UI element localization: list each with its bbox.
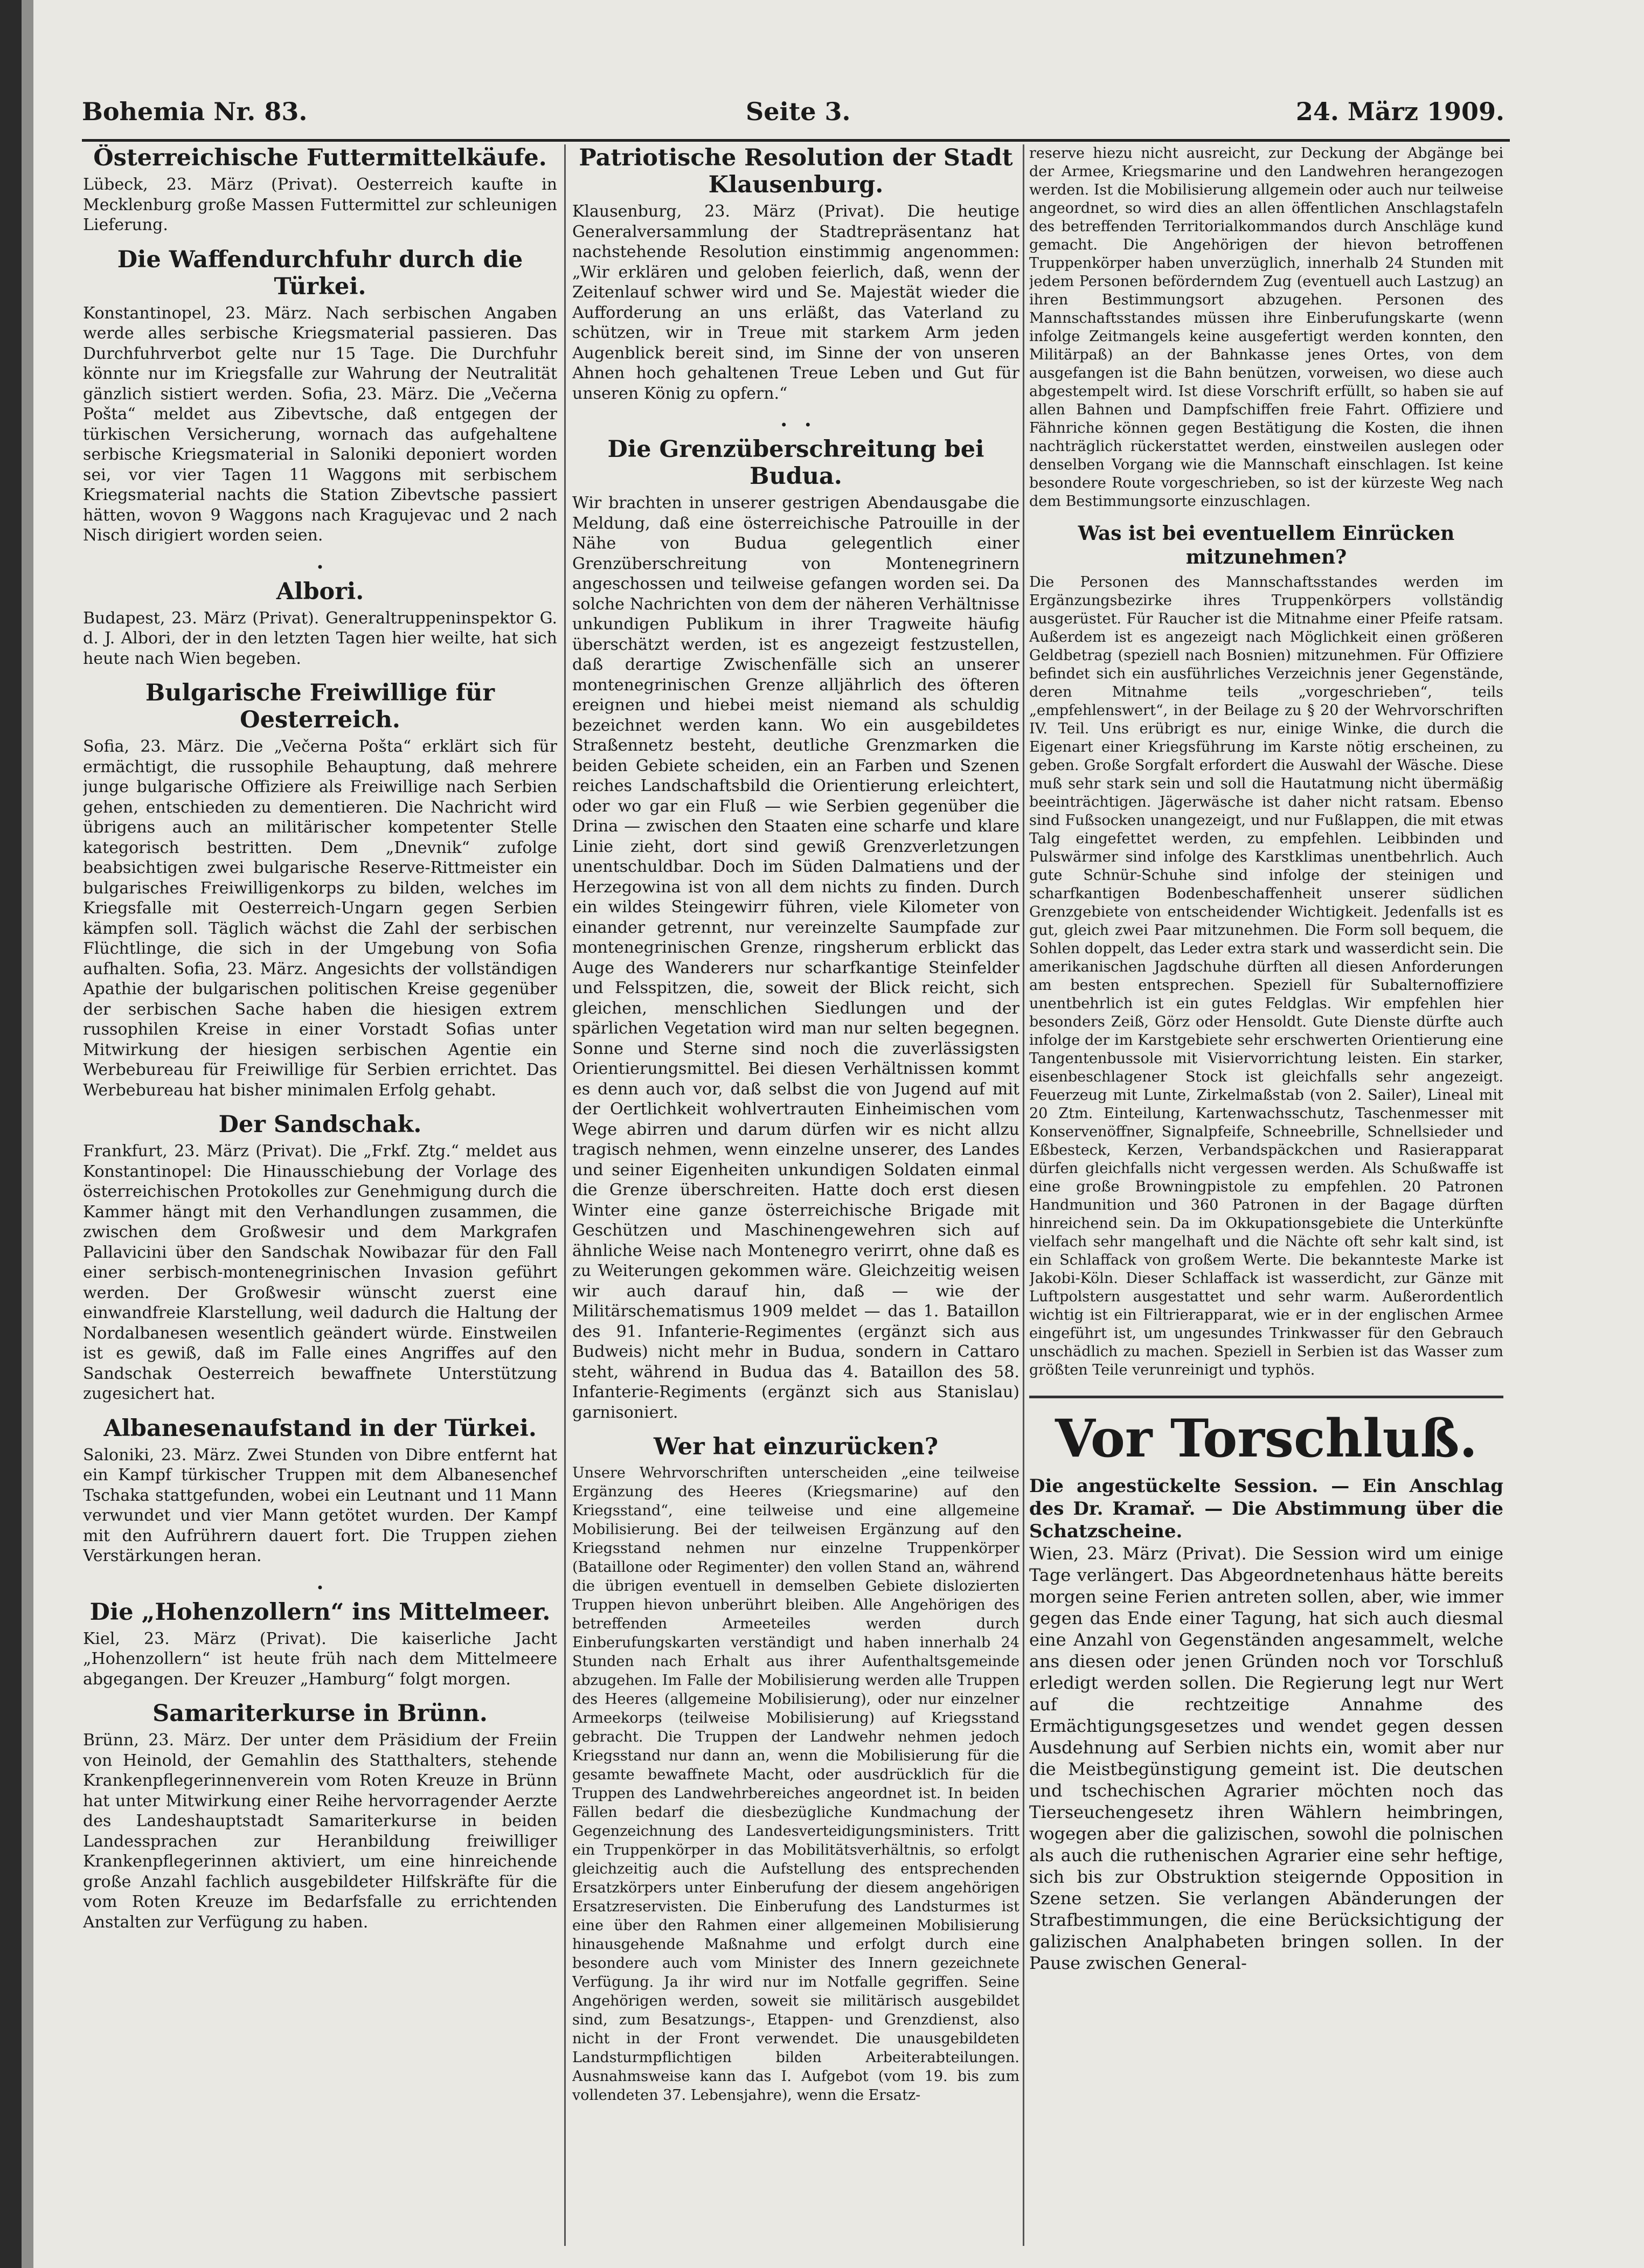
- article-title: Albanesenaufstand in der Türkei.: [103, 1414, 537, 1442]
- article-continued: [1029, 144, 1503, 511]
- article: [572, 1433, 1019, 2105]
- article-title: Samariterkurse in Brünn.: [152, 1700, 488, 1727]
- article-body: Unsere Wehrvorschriften unterscheiden „eine teilweise Ergänzung des Heeres (Kriegsmarine) auf den Kriegsstand“, eine teilweise und eine allgemeine Mobilisierung. Bei der teilweisen Ergänzung auf den Kriegsstand nehmen nur einzelne Truppenkörper (Bataillone oder Regimenter) den vollen Stand an, während die übrigen eventuell in demselben Gebiete dislozierten Truppen hievon unberührt bleiben. Alle Angehörigen des betreffenden Armeeteiles werden durch Einberufungskarten verständigt und haben innerhalb 24 Stunden nach Erhalt aus ihrer Aufenthaltsgemeinde abzugehen. Im Falle der Mobilisierung werden alle Truppen des Heeres (allgemeine Mobilisierung), oder nur einzelner Armeekorps (teilweise Mobilisierung) auf Kriegsstand gebracht. Die Truppen der Landwehr nehmen jedoch Kriegsstand nur dann an, wenn die Mobilisierung für die gesamte bewaffnete Macht, oder ausdrücklich für die Truppen des Landwehrbereiches angeordnet ist. In beiden Fällen bedarf die diesbezügliche Kundmachung der Gegenzeichnung des Landesverteidigungsministers. Tritt ein Truppenkörper in das Mobilitätsverhältnis, so erfolgt gleichzeitig auch die Aufstellung des entsprechenden Ersatzkörpers unter Einberufung der diesem angehörigen Ersatzreservisten. Die Einberufung des Landsturmes ist eine über den Rahmen einer allgemeinen Mobilisierung hinausgehende Maßnahme und erfolgt durch eine besondere auch vom Minister des Innern gezeichnete Verfügung. Ja ihr wird nur im Notfalle gegriffen. Seine Angehörigen werden, soweit sie militärisch ausgebildet sind, zum Besatzungs-, Etappen- und Grenzdienst, also nicht in der Front verwendet. Die unausgebildeten Landsturmpflichtigen bilden Arbeiterabteilungen. Ausnahmsweise kann das I. Aufgebot (vom 19. bis zum vollendeten 37. Lebensjahre), wenn die Ersatz-: [572, 1465, 1019, 2104]
- article-body: Lübeck, 23. März (Privat). Oesterreich kaufte in Mecklenburg große Massen Futtermittel zur schleunigen Lieferung.: [83, 175, 557, 234]
- article-title: Österreichische Futtermittelkäufe.: [93, 144, 547, 171]
- article-body: Frankfurt, 23. März (Privat). Die „Frkf. Ztg.“ meldet aus Konstantinopel: Die Hinausschiebung der Vorlage des österreichischen Protokolles zur Genehmigung durch die Kammer hängt mit den Verhandlungen zusammen, die zwischen dem Großwesir und dem Markgrafen Pallavicini über den Sandschak Nowibazar für den Fall einer serbisch-montenegrinischen Invasion geführt werden. Der Großwesir wünscht zuerst eine einwandfreie Klarstellung, weil dadurch die Haltung der Nordalbanesen wesentlich geändert würde. Einstweilen ist es gewiß, daß im Falle eines Angriffes auf den Sandschak Oesterreich bewaffnete Unterstützung zugesichert hat.: [83, 1142, 557, 1403]
- article-title: Bulgarische Freiwillige für Oesterreich.: [145, 679, 495, 733]
- article: [83, 1415, 557, 1566]
- scan-shadow-edge: [0, 0, 22, 2268]
- article-body: Saloniki, 23. März. Zwei Stunden von Dibre entfernt hat ein Kampf türkischer Truppen mit dem Albanesenchef Tschaka stattgefunden, wobei ein Leutnant und 11 Mann verwundet und vier Mann getötet wurden. Der Kampf mit den Aufrührern dauert fort. Die Truppen ziehen Verstärkungen heran.: [83, 1445, 557, 1565]
- separator-dots: • •: [780, 418, 812, 433]
- article: [83, 1700, 557, 1932]
- article-title: Was ist bei eventuellem Einrücken mitzunehmen?: [1078, 522, 1455, 568]
- article: [83, 144, 557, 235]
- article: [572, 436, 1019, 1423]
- article: [83, 1599, 557, 1690]
- column-middle: [572, 144, 1019, 2262]
- article: [83, 246, 557, 546]
- column-rule-1: [564, 144, 566, 2246]
- lead-article: [1029, 1396, 1503, 1974]
- article-title: Die „Hohenzollern“ ins Mittelmeer.: [89, 1598, 551, 1626]
- header-center: Seite 3.: [746, 97, 851, 126]
- article-body: Konstantinopel, 23. März. Nach serbischen Angaben werde alles serbische Kriegsmaterial passieren. Das Durchfuhrverbot gelte nur 15 Tage. Die Durchfuhr könnte nur im Kriegsfalle zur Wahrung der Neutralität gänzlich sistiert werden. Sofia, 23. März. Die „Večerna Pošta“ meldet aus Zibevtsche, daß entgegen der türkischen Versicherung, wornach das aufgehaltene serbische Kriegsmaterial in Saloniki deponiert worden sei, vor vier Tagen 11 Waggons mit serbischem Kriegsmaterial nachts die Station Zibevtsche passiert hätten, wovon 9 Waggons nach Kragujevac und 2 nach Nisch dirigiert worden seien.: [83, 303, 557, 545]
- lead-article-title: Vor Torschluß.: [1029, 1396, 1503, 1468]
- article-title: Patriotische Resolution der Stadt Klausenburg.: [579, 144, 1013, 198]
- column-rule-2: [1023, 144, 1024, 2246]
- page-header: [82, 92, 1504, 140]
- separator-dots: •: [316, 1580, 324, 1596]
- article-title: Wer hat einzurücken?: [653, 1433, 939, 1460]
- scan-gutter: [22, 0, 33, 2268]
- header-rule: [82, 139, 1510, 142]
- article-body: Klausenburg, 23. März (Privat). Die heutige Generalversammlung der Stadtrepräsentanz hat nachstehende Resolution einstimmig angenommen: „Wir erklären und geloben feierlich, daß, wenn der Zeitenlauf schwer wird und Se. Majestät wieder die Aufforderung an uns erläßt, das Vaterland zu schützen, wir in Treue mit starkem Arm jeden Augenblick bereit sind, im Sinne der von unseren Ahnen hoch gehaltenen Treue Leben und Gut für unseren König zu opfern.“: [572, 202, 1019, 403]
- header-left: Bohemia Nr. 83.: [82, 97, 308, 126]
- article-body: Wir brachten in unserer gestrigen Abendausgabe die Meldung, daß eine österreichische Patrouille in der Nähe von Budua gelegentlich einer Grenzüberschreitung von Montenegrinern angeschossen und teilweise gefangen worden sei. Da solche Nachrichten von dem der näheren Verhältnisse unkundigen Publikum in ihrer Tragweite häufig überschätzt werden, ist es angezeigt festzustellen, daß derartige Zwischenfälle sich an unserer montenegrinischen Grenze alljährlich des öfteren ereignen und hiebei meist niemand als schuldig bezeichnet werden kann. Wo ein ausgebildetes Straßennetz besteht, deutliche Grenzmarken die beiden Gebiete scheiden, ein an Farben und Szenen reiches Landschaftsbild die Orientierung erleichtert, oder wo gar ein Fluß — wie Serbien gegenüber die Drina — zwischen den Staaten eine scharfe und klare Linie zieht, dort sind gewiß Grenzverletzungen unentschuldbar. Doch im Süden Dalmatiens und der Herzegowina ist von all dem nichts zu finden. Durch ein wildes Steingewirr führen, viele Kilometer von einander getrennt, nur vereinzelte Saumpfade zur montenegrinischen Grenze, ringsherum erblickt das Auge des Wanderers nur scharfkantige Steinfelder und Felsspitzen, die, soweit der Blick reicht, sich gleichen, menschlichen Siedlungen und der spärlichen Vegetation wird man nur selten begegnen. Sonne und Sterne sind noch die zuverlässigsten Orientierungsmittel. Bei diesen Verhältnissen kommt es denn auch vor, daß selbst die von Jugend auf mit der Oertlichkeit wohlvertrauten Einheimischen vom Wege abirren und darum dürfen wir es nicht allzu tragisch nehmen, wenn einzelne unserer, des Landes und seiner Eigenheiten unkundigen Soldaten einmal die Grenze überschreiten. Hatte doch erst diesen Winter eine ganze österreichische Brigade mit Geschützen und Maschinengewehren sich auf ähnliche Weise nach Montenegro verirrt, ohne daß es zu Weiterungen gekommen wäre. Gleichzeitig weisen wir auch darauf hin, daß — wie der Militärschematismus 1909 meldet — das 1. Bataillon des 91. Infanterie-Regimentes (ergänzt sich aus Budweis) nicht mehr in Budua, sondern in Cattaro steht, während in Budua das 4. Bataillon des 58. Infanterie-Regiments (ergänzt sich aus Stanislau) garnisoniert.: [572, 494, 1019, 1422]
- separator-dots: •: [316, 559, 324, 575]
- article: [83, 1111, 557, 1404]
- column-right: [1029, 144, 1503, 2262]
- article: [1029, 522, 1503, 1379]
- article: [83, 679, 557, 1100]
- article-title: Die Grenzüberschreitung bei Budua.: [607, 436, 984, 490]
- article-title: Die Waffendurchfuhr durch die Türkei.: [117, 246, 523, 300]
- article-title: Der Sandschak.: [218, 1111, 422, 1138]
- lead-article-subtitle: Die angestückelte Session. — Ein Anschlag des Dr. Kramař. — Die Abstimmung über die Schatzscheine.: [1029, 1475, 1503, 1542]
- article-body: Sofia, 23. März. Die „Večerna Pošta“ erklärt sich für ermächtigt, die russophile Behauptung, daß mehrere junge bulgarische Offiziere als Freiwillige nach Serbien gehen, entschieden zu dementieren. Die Nachricht wird übrigens auch an militärischer kompetenter Stelle kategorisch bestritten. Dem „Dnevnik“ zufolge beabsichtigen zwei bulgarische Reserve-Rittmeister ein bulgarisches Freiwilligenkorps zu bilden, welches im Kriegsfalle mit Oesterreich-Ungarn gegen Serbien kämpfen soll. Täglich wächst die Zahl der serbischen Flüchtlinge, die sich in der Umgebung von Sofia aufhalten. Sofia, 23. März. Angesichts der vollständigen Apathie der bulgarischen politischen Kreise gegenüber der serbischen Sache haben die hiesigen extrem russophilen Kreise in einer Vorstadt Sofias unter Mitwirkung der hiesigen serbischen Agentie ein Werbebureau für Freiwillige für Serbien errichtet. Das Werbebureau hat bisher minimalen Erfolg gehabt.: [83, 737, 557, 1100]
- article-body: reserve hiezu nicht ausreicht, zur Deckung der Abgänge bei der Armee, Kriegsmarine und den Landwehren herangezogen werden. Ist die Mobilisierung allgemein oder auch nur teilweise angeordnet, so wird dies an allen öffentlichen Anschlagstafeln des betreffenden Territorialkommandos durch Anschläge kund gemacht. Die Angehörigen der hievon betroffenen Truppenkörper haben unverzüglich, innerhalb 24 Stunden mit jedem Personen beförderndem Zug (eventuell auch Lastzug) an ihren Bestimmungsort abzugehen. Personen des Mannschaftsstandes müssen ihre Einberufungskarte (wenn infolge Zeitmangels keine ausgefertigt werden konnten, den Militärpaß) an der Bahnkasse jenes Ortes, von dem ausgefangen ist die Bahn benützen, vorweisen, wo diese auch abgestempelt wird. Ist diese Vorschrift erfüllt, so haben sie auf allen Bahnen und Dampfschiffen freie Fahrt. Offiziere und Fähnriche können gegen Bestätigung die Kosten, die ihnen nachträglich rückerstattet werden, einstweilen auslegen oder denselben Vorgang wie die Mannschaft einschlagen. Ist keine besondere Route vorgeschrieben, so ist der kürzeste Weg nach dem Bestimmungsorte einzuschlagen.: [1029, 145, 1503, 510]
- column-left: [83, 144, 557, 2262]
- article: [572, 144, 1019, 404]
- article-title: Albori.: [276, 578, 364, 605]
- article-body: Budapest, 23. März (Privat). Generaltruppeninspektor G. d. J. Albori, der in den letzten Tagen hier weilte, hat sich heute nach Wien begeben.: [83, 608, 557, 668]
- article-body: Die Personen des Mannschaftsstandes werden im Ergänzungsbezirke ihres Truppenkörpers vollständig ausgerüstet. Für Raucher ist die Mitnahme einer Pfeife ratsam. Außerdem ist es angezeigt nach Möglichkeit einen größeren Geldbetrag (speziell nach Bosnien) mitzunehmen. Für Offiziere befindet sich ein ausführliches Verzeichnis jener Gegenstände, deren Mitnahme teils „vorgeschrieben“, teils „empfehlenswert“, in der Beilage zu § 20 der Wehrvorschriften IV. Teil. Uns erübrigt es nur, einige Winke, die durch die Eigenart einer Kriegsführung im Karste nötig erscheinen, zu geben. Große Sorgfalt erfordert die Auswahl der Wäsche. Diese muß sehr stark sein und soll die Hautatmung nicht übermäßig beeinträchtigen. Jägerwäsche ist daher nicht ratsam. Ebenso sind Fußsocken unangezeigt, und nur Fußlappen, die mit etwas Talg eingefettet werden, zu empfehlen. Leibbinden und Pulswärmer sind infolge des Karstklimas unentbehrlich. Auch gute Schnür-Schuhe sind infolge der steinigen und scharfkantigen Bodenbeschaffenheit unserer südlichen Grenzgebiete von entscheidender Wichtigkeit. Jedenfalls ist es gut, gleich zwei Paar mitzunehmen. Die Form soll bequem, die Sohlen doppelt, das Leder extra stark und wasserdicht sein. Die amerikanischen Jagdschuhe dürften all diesen Anforderungen am besten entsprechen. Speziell für Subalternoffiziere unentbehrlich ist ein gutes Feldglas. Wir empfehlen hier besonders Zeiß, Görz oder Hensoldt. Gute Dienste dürfte auch infolge der im Karstgebiete sehr erschwerten Orientierung eine Tangentenbussole mit Visiervorrichtung leisten. Ein starker, eisenbeschlagener Stock ist gleichfalls sehr angezeigt. Feuerzeug mit Lunte, Zirkelmaßstab (von 2. Sailer), Lineal mit 20 Ztm. Einteilung, Kartenwachsschutz, Taschenmesser mit Konservenöffner, Signalpfeife, Schneebrille, Schnellsieder und Eßbesteck, Kerzen, Verbandspäckchen und Rasierapparat dürfen gleichfalls nicht vergessen werden. Als Schußwaffe ist eine große Browningpistole zu empfehlen. 20 Patronen Handmunition und 360 Patronen in der Bagage dürften hinreichend sein. Da im Okkupationsgebiete die Unterkünfte vielfach sehr mangelhaft und die Nächte oft sehr kalt sind, ist ein Schlaffack von großem Werte. Die bekannteste Marke ist Jakobi-Köln. Dieser Schlaffack ist wasserdicht, zur Gänze mit Luftpolstern ausgestattet und sehr warm. Außerordentlich wichtig ist ein Filtrierapparat, wie er in der englischen Armee eingeführt ist, um ungesundes Trinkwasser für den Gebrauch unschädlich zu machen. Speziell in Serbien ist das Wasser zum größten Teile verunreinigt und typhös.: [1029, 574, 1503, 1378]
- article-body: Wien, 23. März (Privat). Die Session wird um einige Tage verlängert. Das Abgeordnetenhaus hätte bereits morgen seine Ferien antreten sollen, aber, wie immer gegen das Ende einer Tagung, hat sich auch diesmal eine Anzahl von Gegenständen angesammelt, welche ans diesen oder jenen Gründen noch vor Torschluß erledigt werden sollen. Die Regierung legt nur Wert auf die rechtzeitige Annahme des Ermächtigungsgesetzes und wendet gegen dessen Ausdehnung auf Serbien nichts ein, womit aber nur die Meistbegünstigung gemeint ist. Die deutschen und tschechischen Agrarier möchten noch das Tierseuchengesetz ihren Wählern heimbringen, wogegen aber die galizischen, sowohl die polnischen als auch die ruthenischen Agrarier eine sehr heftige, sich bis zur Obstruktion steigernde Opposition in Szene setzen. Sie verlangen Abänderungen der Strafbestimmungen, die eine Berücksichtigung der galizischen Analphabeten bringen sollen. In der Pause zwischen General-: [1029, 1543, 1503, 1973]
- article-body: Kiel, 23. März (Privat). Die kaiserliche Jacht „Hohenzollern“ ist heute früh nach dem Mittelmeere abgegangen. Der Kreuzer „Hamburg“ folgt morgen.: [83, 1629, 557, 1689]
- article-body: Brünn, 23. März. Der unter dem Präsidium der Freiin von Heinold, der Gemahlin des Statthalters, stehende Krankenpflegerinnenverein vom Roten Kreuze in Brünn hat unter Mitwirkung einer Reihe hervorragender Aerzte des Landeshauptstadt Samariterkurse in beiden Landessprachen zur Heranbildung freiwilliger Krankenpflegerinnen aktiviert, um eine hinreichende große Anzahl fachlich ausgebildeter Hilfskräfte für die vom Roten Kreuze im Bedarfsfalle zu errichtenden Anstalten zur Verfügung zu haben.: [83, 1731, 557, 1932]
- article: [83, 578, 557, 669]
- newspaper-page: [33, 0, 1644, 2268]
- header-right: 24. März 1909.: [1295, 97, 1504, 126]
